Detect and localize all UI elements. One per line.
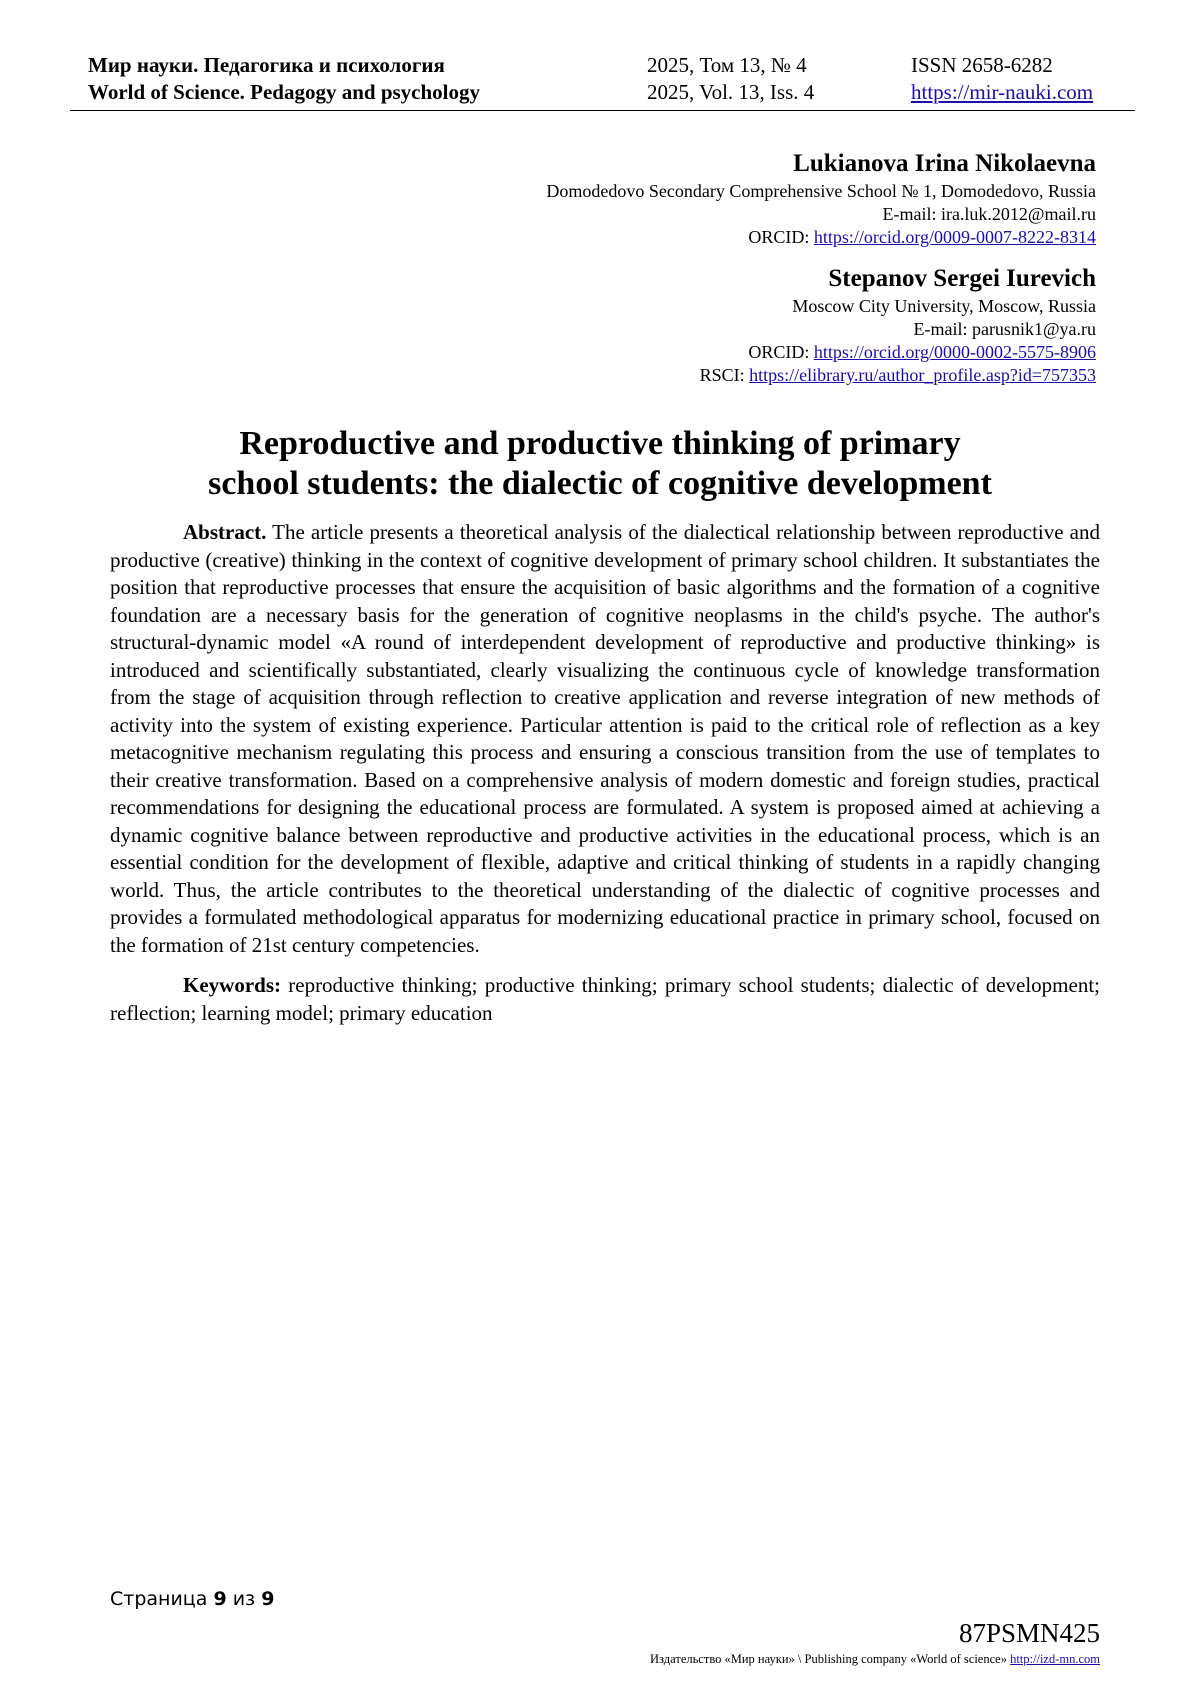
orcid-link[interactable]: https://orcid.org/0000-0002-5575-8906 (813, 342, 1096, 362)
issue-block (647, 52, 814, 106)
journal-title-en: World of Science. Pedagogy and psychology (88, 80, 481, 104)
article-title-line-2: school students: the dialectic of cognitive development (208, 465, 992, 502)
issue-en: 2025, Vol. 13, Iss. 4 (647, 80, 815, 104)
rsci-link[interactable]: https://elibrary.ru/author_profile.asp?id=757353 (749, 365, 1096, 385)
publisher-link[interactable]: http://izd-mn.com (1010, 1652, 1100, 1666)
author-name: Stepanov Sergei Iurevich (828, 265, 1096, 292)
page-prefix: Страница (110, 1588, 214, 1610)
abstract-text: The article presents a theoretical analysis of the dialectical relationship between reproductive and productive (creative) thinking in the context of cognitive development of primary school children. It substantiates the position that reproductive processes that ensure the acquisition of basic algorithms and the formation of a cognitive foundation are a necessary basis for the generation of cognitive neoplasms in the child's psyche. The author's structural-dynamic model «A round of interdependent development of reproductive and productive thinking» is introduced and scientifically substantiated, clearly visualizing the continuous cycle of knowledge transformation from the stage of acquisition through reflection to creative application and reverse integration of new methods of activity into the system of existing experience. Particular attention is paid to the critical role of reflection as a key metacognitive mechanism regulating this process and ensuring a conscious transition from the use of templates to their creative transformation. Based on a comprehensive analysis of modern domestic and foreign studies, practical recommendations for designing the educational process are formulated. A system is proposed aimed at achieving a dynamic cognitive balance between reproductive and productive activities in the educational process, which is an essential condition for the development of flexible, adaptive and critical thinking of students in a rapidly changing world. Thus, the article contributes to the theoretical understanding of the dialectic of cognitive processes and provides a formulated methodological apparatus for modernizing educational practice in primary school, focused on the formation of 21st century competencies. (110, 520, 1100, 957)
author-orcid (296, 341, 1096, 364)
keywords-text: reproductive thinking; productive thinking; primary school students; dialectic of development; reflection; learning model; primary education (110, 973, 1100, 1025)
abstract-label: Abstract. (183, 520, 267, 544)
author-2 (296, 263, 1096, 387)
issn: ISSN 2658-6282 (911, 53, 1053, 77)
author-orcid (296, 226, 1096, 249)
article-code: 87PSMN425 (958, 1618, 1100, 1648)
author-affiliation: Moscow City University, Moscow, Russia (792, 296, 1096, 316)
author-affiliation: Domodedovo Secondary Comprehensive School № 1, Domodedovo, Russia (546, 181, 1096, 201)
header-divider (70, 110, 1135, 111)
page-current: 9 (213, 1588, 227, 1610)
orcid-link[interactable]: https://orcid.org/0009-0007-8222-8314 (813, 227, 1096, 247)
author-email: E-mail: parusnik1@ya.ru (913, 319, 1096, 339)
author-email: E-mail: ira.luk.2012@mail.ru (882, 204, 1096, 224)
abstract-section (110, 519, 1100, 1027)
issn-block (911, 52, 1093, 106)
publisher-text: Издательство «Мир науки» \ Publishing company «World of science» (650, 1652, 1011, 1666)
rsci-label: RSCI: (699, 365, 750, 385)
journal-title-block (88, 52, 480, 106)
page-number (110, 1588, 274, 1610)
keywords-label: Keywords: (183, 973, 281, 997)
author-name: Lukianova Irina Nikolaevna (793, 150, 1096, 177)
page-total: 9 (261, 1588, 275, 1610)
publisher-line (650, 1652, 1100, 1667)
journal-site-link[interactable]: https://mir-nauki.com (911, 80, 1094, 104)
article-title (100, 424, 1100, 504)
keywords-paragraph (110, 972, 1100, 1027)
abstract-paragraph (110, 519, 1100, 959)
issue-ru: 2025, Том 13, № 4 (647, 53, 807, 77)
author-1 (296, 148, 1096, 249)
authors-block (296, 148, 1096, 401)
author-rsci (296, 364, 1096, 387)
orcid-label: ORCID: (748, 342, 814, 362)
journal-title-ru: Мир науки. Педагогика и психология (88, 53, 445, 77)
article-title-line-1: Reproductive and productive thinking of primary (239, 425, 961, 462)
page-mid: из (226, 1588, 262, 1610)
orcid-label: ORCID: (748, 227, 814, 247)
